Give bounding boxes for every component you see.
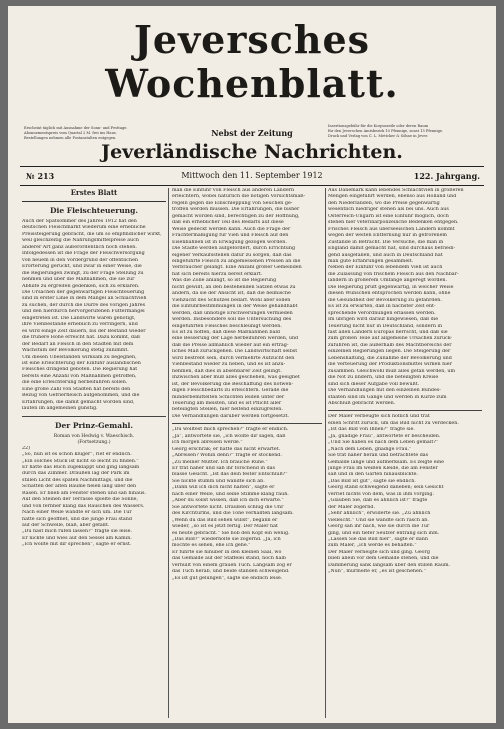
info-line: Bestellungen nehmen alle Postanstalten entgegen.	[24, 136, 117, 140]
column-divider	[168, 188, 169, 718]
text-line: zum großen Teile auf allgemeine Ursachen zurück-	[328, 336, 453, 342]
text-line: ging, und ein tiefer Seufzer entrang sich ihm.	[328, 530, 440, 536]
text-line: es wird einige Zeit dauern, bis der Bestand wieder	[22, 328, 146, 334]
divider	[22, 416, 166, 417]
insertion-info	[328, 124, 484, 139]
text-line: Preissteigerung gebracht, die um so empfindlicher wirkt,	[22, 231, 162, 237]
text-line: ich morgen abreisen werde.“	[172, 440, 243, 446]
text-line: Abschluß gebracht werden.	[328, 400, 396, 406]
text-line: minderbemittelten Schichten leiden unter der	[172, 394, 285, 400]
subscription-info	[24, 126, 174, 141]
text-line: vielleicht.“ Und sie wandte sich rasch ab.	[328, 517, 429, 523]
text-line: liches Maß zurückgehen. Die Landwirtschaft selbst	[172, 349, 298, 355]
issue-number: № 213	[26, 171, 55, 181]
story-body	[172, 427, 322, 582]
text-line: ist, der Bevölkerung die Beschaffung des notwen-	[172, 381, 294, 387]
text-line: des Kirchturms, und die Töne verhallten langsam.	[172, 511, 294, 517]
info-line: für den Jeverschen Amtsbezirk 10 Pfennige, sonst 15 Pfennige.	[328, 129, 444, 133]
text-line: Viehzucht des Schutzes bedarf. Wohl aber sollen	[172, 297, 291, 303]
text-line: eine Besserung der Lage herbeiführen werden, und	[172, 336, 299, 342]
text-line: Teuerung nicht nur in Deutschland, sondern in	[328, 323, 443, 329]
text-line: und den hierdurch hervorgerufenen Futtermangel	[22, 309, 145, 315]
text-line: „Abreisen? Wohin denn?“ fragte er stockend.	[172, 453, 282, 459]
text-line: Was die Zölle anlangt, so ist die Regierung	[172, 278, 277, 284]
text-line: Wachstum der Bevölkerung stetig zunimmt.	[22, 348, 129, 354]
text-line: Die Ursachen der gegenwärtigen Fleischteuerung	[22, 289, 145, 295]
text-line: „Das Bild ist gut“, sagte sie endlich.	[328, 478, 416, 484]
text-line: Frachtermäßigung für Vieh und Fleisch auf den	[172, 233, 289, 239]
text-line: Er hatte das Buch zugeklappt und ging langsam	[22, 464, 140, 470]
text-line: „Zu meiner Mutter. Ich brauche Ruhe.“	[172, 459, 268, 465]
text-line: die frühere Höhe erreicht hat. Dazu kommt, daß	[22, 335, 141, 341]
text-line: England damit gemacht hat, sind durchaus befriedi-	[328, 246, 456, 252]
text-line: Fleisches dringend geboten. Die Regierung hat	[22, 367, 138, 373]
text-line: das Tuch herab, und beide standen schweigend.	[172, 569, 290, 575]
text-line: „Das Bild?“ wiederholte sie zögernd. „Ja, ich	[172, 537, 281, 543]
text-line: lauten im allgemeinen günstig.	[22, 406, 98, 412]
text-line: eingetreten ist. Die Landwirte waren genötigt,	[22, 315, 136, 321]
text-line: werden. Insbesondere soll die Untersuchung des	[172, 317, 292, 323]
newspaper-page	[8, 6, 496, 723]
text-line: Dämmerung sank langsam über den stillen Raum.	[328, 562, 451, 568]
column-3	[328, 188, 482, 576]
text-line: Eine große Zahl von Städten hat bereits den	[22, 386, 131, 392]
text-line: der Maler zögernd.	[328, 504, 375, 510]
text-line: nehmen und über die Maßnahmen, die sie zur	[22, 277, 135, 283]
text-line: Die Verhandlungen darüber werden fortgesetzt.	[172, 413, 290, 419]
text-line: sprechende Verordnungen erlassen werden.	[328, 310, 436, 316]
text-line: deutschen Fleischmarkt wiederum eine erhebliche	[22, 225, 146, 231]
text-line: Teuerung am meisten, und es ist Pflicht aller	[172, 400, 282, 406]
text-line: sind in erster Linie in dem Mangel an Schlachtvieh	[22, 296, 147, 302]
text-line: ländern in größerem Umfange angeregt worden.	[328, 278, 448, 284]
text-line: Der Maler verbeugte sich höflich und trat	[328, 414, 430, 420]
text-line: Um diesen Übelständen wirksam zu begegnen,	[22, 354, 137, 360]
text-line: die Not zu lindern, und die beteiligten Kreise	[328, 375, 439, 381]
text-line: Infolgedessen ist die Frage der Fleischversorgung	[22, 251, 145, 257]
text-line: staaten sind im Gange und werden in Kürze zum	[328, 394, 447, 400]
text-line: digen Fleischbedarfs zu erleichtern. Gerade die	[172, 388, 289, 394]
text-line: weil gleichzeitig die Nahrungsmittelpreise auch	[22, 238, 139, 244]
text-line: „Dann will ich dich nicht halten“, sagte er	[172, 485, 275, 491]
text-line: Bezug von Gefrierfleisch aufgenommen, und die	[22, 393, 140, 399]
story-body	[328, 414, 482, 575]
text-line: „Ist das Bild von Ihnen?“ fragte sie.	[328, 427, 415, 433]
info-line: Abonnementspreis vom Quartal 2 M. frei ins Haus.	[24, 131, 117, 135]
text-line: Abhilfe zu ergreifen gedenken, sich zu erklären.	[22, 283, 140, 289]
text-line: Neben der Einfuhr von lebendem Vieh ist auch	[328, 265, 443, 271]
text-line: Im übrigen wird darauf hingewiesen, daß die	[328, 317, 439, 323]
text-line: Aus Dänemark kann lebendes Schlachtvieh in größeren	[328, 188, 464, 193]
text-line: nicht gewillt, an den bestehenden Sätzen etwas zu	[172, 284, 296, 290]
text-line: sind sich dieser Aufgabe voll bewußt.	[328, 381, 420, 387]
text-line: „Aber du sollst wissen, daß ich dich erwarte.“	[172, 498, 284, 504]
text-line: Georg sah ihr nach, wie sie durch die Tür	[328, 524, 430, 530]
text-line: stillen Licht des späten Nachmittags, und die	[22, 477, 133, 483]
text-line: „Du hast mich rufen lassen?“ fragte sie leise.	[22, 529, 132, 535]
text-line: ändern, da sie der Ansicht ist, daß die heimische	[172, 291, 291, 297]
text-line: auf der Schwelle, blaß, aber gefaßt.	[22, 523, 110, 529]
text-line: Zustande in Betracht. Die Versuche, die man in	[328, 239, 444, 245]
column-divider	[325, 188, 326, 718]
text-line: verriet nichts von dem, was in ihm vorging.	[328, 491, 434, 497]
text-line: daß ein erheblicher Teil des Bedarfs auf diese	[172, 220, 284, 226]
story-body	[22, 452, 166, 549]
text-line: Der Maler verneigte sich und ging. Georg	[328, 549, 430, 555]
text-line: stehen hier veterinärpolizeiliche Bedenken entgegen.	[328, 220, 459, 226]
dateline	[20, 168, 484, 184]
text-line: und von fernher klang das Rauschen des Wassers.	[22, 503, 145, 509]
text-line: bereits eine Anzahl von Maßnahmen getroffen,	[22, 373, 137, 379]
text-line: Die Regierung prüft gegenwärtig, in welcher Weise	[328, 284, 454, 290]
text-line: daß die Preise allmählich wieder auf ein erträg-	[172, 342, 289, 348]
text-line: Verbraucher gelangt. Eine Anzahl großer Gemeinden	[172, 265, 302, 271]
article-heading: Die Fleischteuerung.	[50, 206, 138, 215]
text-line: troffen werden müssen. Die Erfahrungen, die bisher	[172, 207, 300, 213]
text-line: Sie antwortete nicht. Draußen schlug die Uhr	[172, 504, 284, 510]
text-line: Österreich-Ungarn ist eine Einfuhr möglich, doch	[328, 213, 449, 219]
text-line: durch das Zimmer. Draußen lag der Park im	[22, 471, 130, 477]
text-line: Lebenshaltung, die Zunahme der Bevölkerung und	[328, 355, 452, 361]
text-line: blieb allein vor dem Gemälde stehen, und die	[328, 556, 439, 562]
text-line: Auf den Steinen der Terrasse spielte die Sonne,	[22, 497, 139, 503]
story-continuation: (Fortsetzung.)	[77, 439, 111, 445]
text-line: regeln gegen die Einschleppung von Seuchen ge-	[172, 200, 293, 206]
text-line: zu suchen, der durch die Dürre des vorigen Jahres	[22, 302, 146, 308]
text-line: „Glauben Sie, daß es ähnlich ist?“ fragte	[328, 498, 428, 504]
article-body	[22, 219, 166, 387]
text-line: „Ja“, antwortete sie, „ich wollte dir sagen, daß	[172, 433, 286, 439]
text-line: werden, daß unnötige Erschwerungen vermieden	[172, 310, 293, 316]
text-line: man die Einfuhr von Fleisch aus anderen Ländern	[172, 188, 295, 193]
column-2	[172, 188, 322, 582]
divider	[22, 201, 166, 202]
text-line: wegen der weiten Entfernung nur in gefrorenem	[328, 233, 447, 239]
article-body	[22, 387, 166, 413]
text-line: Viehbestand wieder zu heben, und es ist anzu-	[172, 362, 286, 368]
text-line: der Bedarf an Fleisch in den Städten mit dem	[22, 341, 134, 347]
text-line: erleichtern, wobei natürlich die nötigen Vorsichtsmaß-	[172, 194, 306, 200]
volume-year: 122. Jahrgang.	[413, 171, 480, 181]
text-line: wieder, „so ist es jetzt fertig. Der Maler hat	[172, 524, 278, 530]
text-line: fast allen Ländern Europas herrscht, und daß sie	[328, 329, 448, 335]
text-line: einen Schritt zurück, um das Bild nicht zu verdecken.	[328, 420, 459, 426]
text-line: Die Städte werden aufgefordert, durch Errichtung	[172, 246, 296, 252]
text-line: hatte sich geöffnet, und die junge Frau stand	[22, 516, 132, 522]
text-line: junge Frau im weißen Kleide, die am Fenster	[328, 466, 438, 472]
text-line: von neuem in den Vordergrund der öffentlichen	[22, 257, 139, 263]
text-line: Schatten der alten Bäume fielen lang über den	[22, 484, 137, 490]
text-line: diesen Wünschen entsprochen werden kann, ohne	[328, 291, 451, 297]
text-line: Rasen. Er blieb am Fenster stehen und sah hinaus.	[22, 490, 147, 496]
text-line: „Ein solches Stück ist nicht so leicht zu finden.“	[22, 458, 139, 464]
text-line: „Es ist gut gelungen“, sagte sie endlich leise.	[172, 575, 283, 581]
text-line: Es ist zu hoffen, daß diese Maßnahmen bald	[172, 329, 280, 335]
text-line: blasse Gesicht. „Ist das dein fester Entschluß?“	[172, 472, 288, 478]
article-body	[328, 188, 482, 407]
dateline-top-rule	[20, 166, 484, 167]
text-line: nach einer Weile, und seine Stimme klang rauh.	[172, 491, 289, 497]
text-line: zum Maler, „ich werde es behalten.“	[328, 543, 417, 549]
section-label: Erstes Blatt	[70, 188, 118, 197]
supplement-label: Nebst der Zeitung	[211, 128, 293, 138]
text-line: wird bestrebt sein, durch vermehrte Aufzucht den	[172, 355, 295, 361]
text-line: „So, nun ist es schon klüger“, rief er endlich.	[22, 452, 132, 458]
text-line: „Lassen Sie das Bild hier“, sagte er dann	[328, 537, 428, 543]
text-line: Inzwischen aber muß alles geschehen, was geeignet	[172, 375, 300, 381]
text-line: „Sehr ähnlich“, erwiderte sie. „Zu ähnlich	[328, 511, 431, 517]
text-line: saß und in den Garten hinausblickte.	[328, 472, 419, 478]
text-line: verhüllt von einem grauen Tuch. Langsam zog er	[172, 562, 292, 568]
text-line: „Ja, gnädige Frau“, antwortete er bescheiden.	[328, 433, 441, 439]
text-line: ihre Viehbestände erheblich zu verringern, und	[22, 322, 138, 328]
text-line: die Gesundheit der Bevölkerung zu gefährden.	[328, 297, 442, 303]
text-line: Frisches Fleisch aus überseeischen Ländern kommt	[328, 226, 455, 232]
text-line: „Wenn du das Bild sehen willst“, begann er	[172, 517, 278, 523]
text-line: Gemälde lange und aufmerksam. Es zeigte eine	[328, 459, 445, 465]
text-line: „Nach dem Leben, gnädige Frau.“	[328, 446, 412, 452]
text-line: wesentlich niedriger stehen als bei uns. Auch aus	[328, 207, 449, 213]
text-line: „Du wolltest mich sprechen?“ fragte er endlich.	[172, 427, 289, 433]
text-line: eingeführten Fleisches beschleunigt werden.	[172, 323, 282, 329]
text-line: Georg erschrak; er hatte das nicht erwartet.	[172, 446, 281, 452]
text-line: gend ausgefallen, und auch in Deutschland hat	[328, 252, 443, 258]
text-line: die Verteuerung der Produktionsmittel wirken hier	[328, 362, 452, 368]
text-line: zusammen. Gleichwohl muß alles getan werden, um	[328, 368, 456, 374]
text-line: Sie trat näher heran und betrachtete das	[328, 453, 429, 459]
column-1	[22, 188, 166, 549]
story-heading: Der Prinz-Gemahl.	[55, 420, 133, 430]
text-line: „Ich wollte mit dir sprechen“, sagte er ernst.	[22, 542, 132, 548]
story-part-number: 22)	[22, 445, 30, 451]
info-line: Druck und Verlag von C. L. Mettcker & Söhne in Jever.	[328, 134, 428, 138]
text-line: Er nickte und wies auf den Sessel am Kamin.	[22, 535, 132, 541]
text-line: Die Verhandlungen mit den einzelnen Bundes-	[328, 388, 441, 394]
text-line: möchte es sehen, ehe ich gehe.“	[172, 543, 251, 549]
story-author: Roman von Hedwig v. Waeschisch.	[53, 433, 135, 439]
text-line: die Zulassung von frischem Fleisch aus den Nachbar-	[328, 271, 459, 277]
text-line: zuführen ist, die außerhalb des Machtbereichs der	[328, 342, 452, 348]
divider	[328, 410, 482, 411]
text-line: Erörterung gerückt, und zwar in einer Weise, die	[22, 264, 142, 270]
text-line: die Einfuhrbestimmungen in der Weise gehandhabt	[172, 304, 298, 310]
text-line: Auch der Spätsommer des Jahres 1912 hat den	[22, 219, 137, 224]
text-line: den Niederlanden, wo die Preise gegenwärtig	[328, 200, 440, 206]
info-line: Insertionsgebühr für die Korpuszeile oder deren Raum	[328, 124, 429, 128]
article-body	[172, 188, 322, 420]
divider	[172, 423, 322, 424]
text-line: das Gemälde auf der Staffelei stand, noch halb	[172, 556, 286, 562]
text-line: beteiligten Stellen, hier helfend einzugreifen.	[172, 407, 283, 413]
text-line: Weise gedeckt werden kann. Auch die Frage der	[172, 226, 291, 232]
info-line: Erscheint täglich mit Ausnahme der Sonn- und Festtage.	[24, 126, 128, 130]
text-line: Nach einer Weile wandte er sich um. Die Tür	[22, 510, 132, 516]
text-line: eigener Verkaufsstellen dafür zu sorgen, daß das	[172, 252, 292, 258]
text-line: hat sich bereits hierzu bereit erklärt.	[172, 271, 263, 277]
text-line: eingeführte Fleisch zu angemessenen Preisen an die	[172, 258, 301, 264]
text-line: ist eine Erleichterung der Einfuhr ausländischen	[22, 360, 141, 366]
dateline-bottom-rule	[20, 185, 484, 186]
text-line: die eine Erleichterung herbeiführen sollen.	[22, 380, 128, 386]
text-line: Sie nickte stumm und wandte sich ab.	[172, 478, 265, 484]
text-line: die Regierungen zwingt, zu der Frage Stellung zu	[22, 270, 144, 276]
text-line: einzelnen Regierungen liegen. Die Steigerung der	[328, 349, 451, 355]
text-line: Es ist zu erwarten, daß in nächster Zeit ent-	[328, 304, 436, 310]
text-line: „Und Sie haben es nach dem Leben gemalt?“	[328, 440, 439, 446]
text-line: Mengen eingeführt werden, ebenso aus Holland und	[328, 194, 457, 200]
text-line: „Nun“, murmelte er, „es ist geschehen.“	[328, 569, 426, 575]
subtitle: Jeverländische Nachrichten.	[101, 141, 403, 163]
text-line: Eisenbahnen ist in Erwägung gezogen worden.	[172, 239, 287, 245]
text-line: Erfahrungen, die damit gemacht worden sind,	[22, 399, 135, 405]
text-line: nehmen, daß dies in absehbarer Zeit gelingt.	[172, 368, 282, 374]
text-line: Er führte sie hinüber in den kleinen Saal, wo	[172, 549, 282, 555]
text-line: Georg stand schweigend daneben; sein Gesicht	[328, 485, 444, 491]
text-line: gemacht worden sind, berechtigen zu der Hoffnung,	[172, 213, 300, 219]
text-line: Er trat näher und sah ihr forschend in das	[172, 466, 275, 472]
text-line: man gute Erfahrungen gesammelt.	[328, 258, 414, 264]
issue-date: Mittwoch den 11. September 1912	[181, 171, 323, 180]
masthead-title: Jeversches Wochenblatt.	[105, 17, 399, 106]
text-line: es heute gebracht.“ Sie hob den Kopf ein wenig.	[172, 530, 290, 536]
text-line: anderer Art ganz außerordentlich hoch stehen.	[22, 244, 137, 250]
